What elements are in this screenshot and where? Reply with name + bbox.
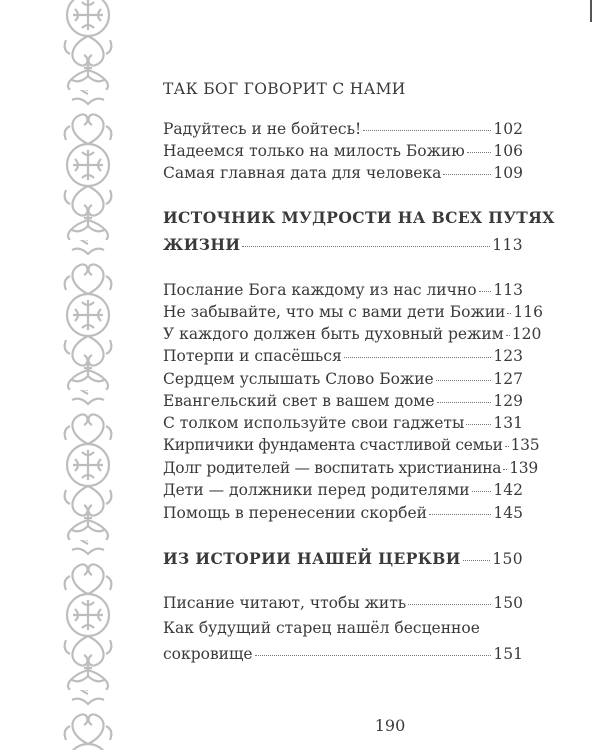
leader-dots <box>503 469 507 470</box>
entry-title: Дети — должники перед родителями <box>163 481 470 499</box>
section-page: 150 <box>492 550 523 568</box>
toc-entry[interactable] <box>163 120 523 142</box>
entry-page: 139 <box>509 459 538 477</box>
entry-page: 123 <box>493 347 523 365</box>
leader-dots <box>437 402 492 403</box>
entry-title: Кирпичики фундамента счастливой семьи <box>163 436 503 454</box>
leader-dots <box>472 491 492 492</box>
entry-title: У каждого должен быть духовный режим <box>163 325 504 343</box>
leader-dots <box>363 130 491 131</box>
entry-title: Долг родителей — воспитать христианина <box>163 459 502 477</box>
leader-dots <box>344 357 492 358</box>
toc-entry[interactable] <box>163 281 523 303</box>
page-edge <box>590 0 592 22</box>
page-number: 190 <box>374 716 406 735</box>
toc-entry[interactable] <box>163 164 523 186</box>
entry-title: Сердцем услышать Слово Божие <box>163 370 434 388</box>
leader-dots <box>507 313 511 314</box>
section-page: 113 <box>492 236 523 254</box>
entry-title: Евангельский свет в вашем доме <box>163 392 435 410</box>
section-heading-entry[interactable] <box>163 549 523 571</box>
toc-entry[interactable] <box>163 504 523 526</box>
entry-page: 129 <box>493 392 523 410</box>
leader-dots <box>466 424 491 425</box>
entry-title: сокровище <box>163 645 253 663</box>
toc-entry[interactable] <box>163 436 540 458</box>
section-title: ИСТОЧНИК МУДРОСТИ НА ВСЕХ ПУТЯХ <box>163 208 555 227</box>
toc-entry-line1[interactable] <box>163 619 523 641</box>
leader-dots <box>436 380 492 381</box>
section-heading <box>163 80 523 102</box>
entry-page: 102 <box>493 120 523 138</box>
entry-title: Писание читают, чтобы жить <box>163 594 407 612</box>
entry-page: 113 <box>493 281 523 299</box>
entry-title: Послание Бога каждому из нас лично <box>163 281 477 299</box>
leader-dots <box>479 291 492 292</box>
toc-entry[interactable] <box>163 303 543 325</box>
toc-entry[interactable] <box>163 594 523 616</box>
ornamental-border <box>60 0 116 750</box>
leader-dots <box>463 560 490 561</box>
leader-dots <box>443 174 491 175</box>
entry-title: Помощь в перенесении скорбей <box>163 504 427 522</box>
toc-entry-line2[interactable] <box>163 645 523 667</box>
entry-title: Надеемся только на милость Божию <box>163 142 465 160</box>
entry-page: 106 <box>493 142 523 160</box>
section-title: ЖИЗНИ <box>163 235 241 254</box>
toc-entry[interactable] <box>163 481 523 503</box>
toc-entry[interactable] <box>163 142 523 164</box>
table-of-contents <box>163 0 555 750</box>
entry-page: 150 <box>493 594 523 612</box>
leader-dots <box>505 446 509 447</box>
leader-dots <box>408 604 491 605</box>
toc-entry[interactable] <box>163 414 523 436</box>
toc-entry[interactable] <box>163 459 538 481</box>
entry-page: 120 <box>511 325 542 343</box>
entry-page: 127 <box>493 370 523 388</box>
entry-title: С толком используйте свои гаджеты <box>163 414 465 432</box>
entry-page: 142 <box>493 481 523 499</box>
entry-title: Радуйтесь и не бойтесь! <box>163 120 362 138</box>
entry-page: 145 <box>493 504 523 522</box>
entry-page: 131 <box>493 414 523 432</box>
section-title: ТАК БОГ ГОВОРИТ С НАМИ <box>163 80 406 98</box>
entry-title: Потерпи и спасёшься <box>163 347 342 365</box>
leader-dots <box>429 514 491 515</box>
leader-dots <box>242 246 490 247</box>
entry-page: 151 <box>493 645 523 663</box>
leader-dots <box>255 655 492 656</box>
section-heading-entry[interactable] <box>163 235 523 257</box>
leader-dots <box>506 335 510 336</box>
entry-page: 116 <box>513 303 543 321</box>
entry-title: Не забывайте, что мы с вами дети Божии <box>163 303 506 321</box>
entry-title: Как будущий старец нашёл бесценное <box>163 619 480 637</box>
toc-entry[interactable] <box>163 370 523 392</box>
section-heading <box>163 208 555 230</box>
entry-title: Самая главная дата для человека <box>163 164 442 182</box>
toc-entry[interactable] <box>163 392 523 414</box>
entry-page: 109 <box>493 164 523 182</box>
toc-entry[interactable] <box>163 347 523 369</box>
leader-dots <box>467 152 492 153</box>
entry-page: 135 <box>510 436 540 454</box>
section-title: ИЗ ИСТОРИИ НАШЕЙ ЦЕРКВИ <box>163 549 461 568</box>
toc-entry[interactable] <box>163 325 542 347</box>
